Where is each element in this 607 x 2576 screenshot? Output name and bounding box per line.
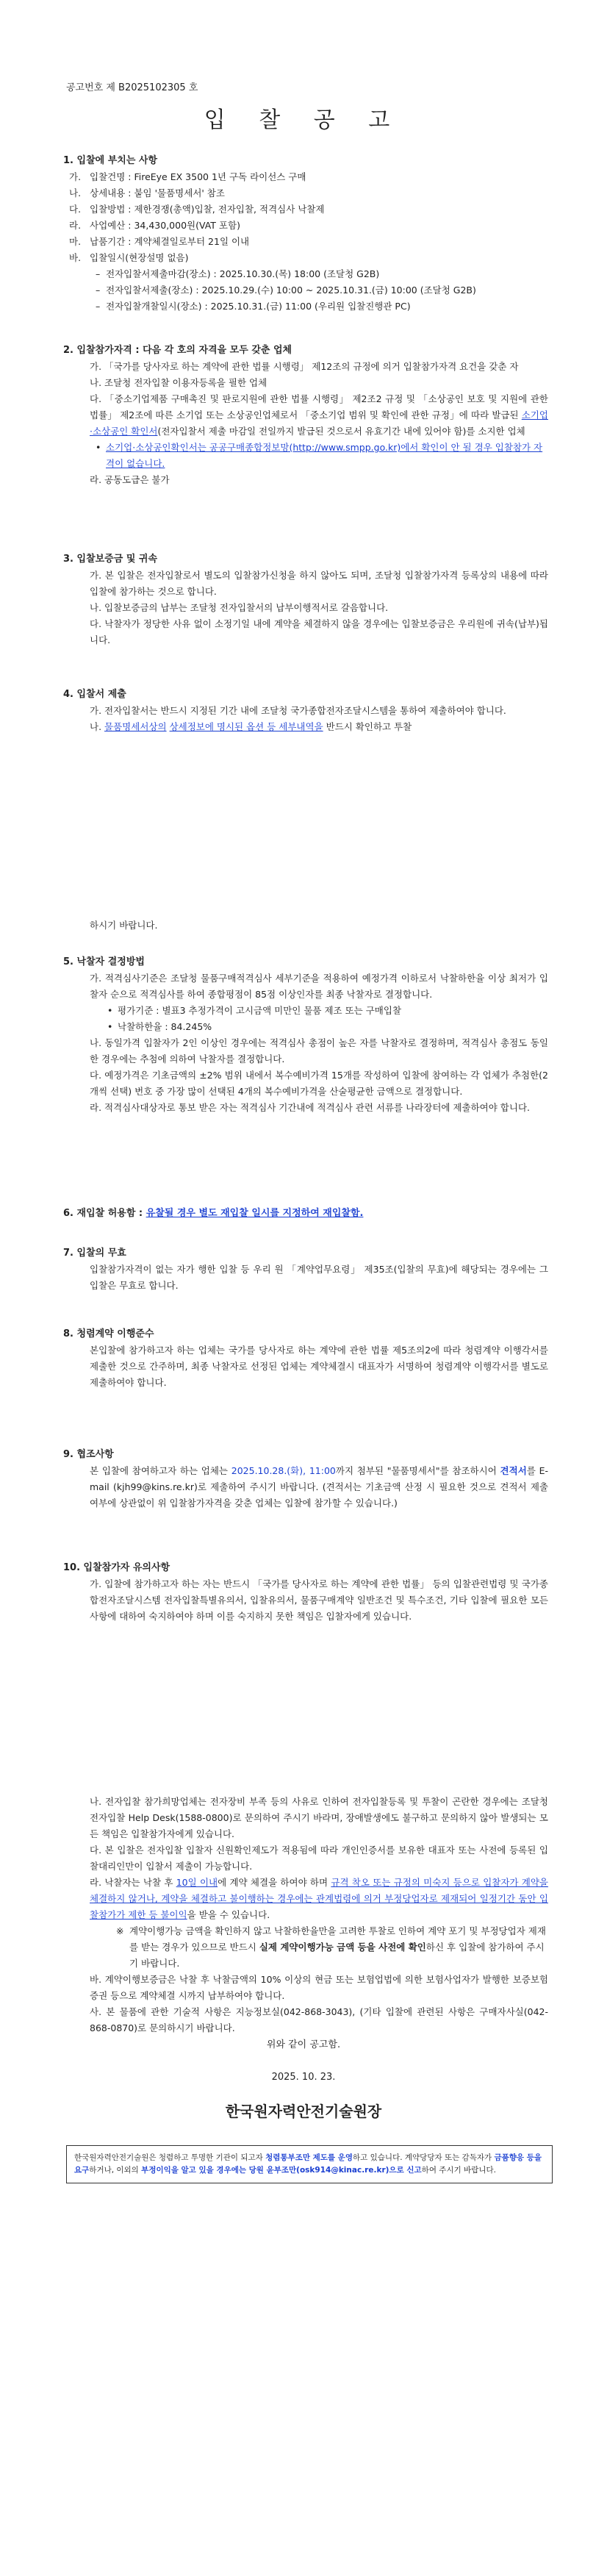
paragraph: 나. 조달청 전자입찰 이용자등록을 필한 업체 [90,377,267,388]
section-rebid [63,1206,548,1222]
paragraph: 다. 「중소기업제품 구매촉진 및 판로지원에 관한 법률 시행령」 제2조2 규정 및 「소상공인 보호 및 지원에 관한 법률」 제2조에 따른 소기업 또는 소상공인업체로서 「중소기업 범위 및 확인에 관한 규정」에 따라 발급된 소기업·소상공인 확인서(전자입찰서 제출 마감일 전일까지 발급된 것으로서 유효기간 내에 있어야 함)를 소지한 업체 [90,393,548,437]
section-invalid [63,1245,548,1294]
section-integrity [63,1326,548,1391]
list-item: 다. 입찰방법 : 제한경쟁(총액)입찰, 전자입찰, 적격심사 낙찰제 [69,204,325,215]
report-email-link[interactable]: 부정이익을 알고 있을 경우에는 당원 윤부조만(osk914@kinac.re.kr)으로 신고 [141,2166,422,2175]
paragraph: 다. 예정가격은 기초금액의 ±2% 범위 내에서 복수예비가격 15개를 작성하여 입찰에 참여하는 각 업체가 추첨한(2개씩 선택) 번호 중 가장 많이 선택된 4개의 복수예비가격을 산술평균한 금액으로 결정합니다. [90,1070,548,1097]
paragraph: 가. 본 입찰은 전자입찰로서 별도의 입찰참가신청을 하지 않아도 되며, 조달청 입찰참가자격 등록상의 내용에 따라 입찰에 참가하는 것으로 합니다. [90,570,548,597]
paragraph: 가. 전자입찰서는 반드시 지정된 기간 내에 조달청 국가종합전자조달시스템을 통하여 제출하여야 합니다. [90,705,506,716]
paragraph: 다. 낙찰자가 정당한 사유 없이 소정기일 내에 계약을 체결하지 않을 경우에는 입찰보증금은 우리원에 귀속(납부)됩니다. [90,618,548,645]
rebid-link[interactable]: 유찰될 경우 별도 재입찰 일시를 지정하여 재입찰함. [146,1208,364,1219]
list-subitem: – 전자입찰서제출(장소) : 2025.10.29.(수) 10:00 ~ 2025.10.31.(금) 10:00 (조달청 G2B) [96,285,476,296]
section-title: 3. 입찰보증금 및 귀속 [63,554,158,565]
section-title: 10. 입찰참가자 유의사항 [63,1562,170,1573]
list-subitem: • 소기업·소상공인확인서는 공공구매종합정보망(http://www.smpp.go.kr)에서 확인이 안 될 경우 입찰참가 자격이 없습니다. [63,440,548,472]
section-title: 4. 입찰서 제출 [63,689,126,700]
section-cooperation [63,1447,548,1511]
section-submission [63,687,548,735]
list-subitem: – 전자입찰개찰일시(장소) : 2025.10.31.(금) 11:00 (우리원 입찰진행관 PC) [96,301,411,312]
section-title: 8. 청렴계약 이행준수 [63,1328,154,1339]
paragraph: 사. 본 물품에 관한 기술적 사항은 지능정보실(042-868-3043), (기타 입찰에 관련된 사항은 구매자사실(042-868-0870)로 문의하시기 바랍니다. [90,2006,548,2033]
section-title: 2. 입찰참가자격 : 다음 각 호의 자격을 모두 갖춘 업체 [63,345,292,356]
closing-text: 위와 같이 공고함. [266,2039,341,2050]
list-item: 바. 입찰일시(현장설명 없음) [69,252,189,263]
page-title: 입 찰 공 고 [204,107,403,133]
notice-number: 공고번호 제 B2025102305 호 [66,82,198,93]
list-item: 나. 상세내용 : 붙임 '물품명세서' 참조 [69,187,225,198]
paragraph: 다. 본 입찰은 전자입찰 입찰자 신원확인제도가 적용됨에 따라 개인인증서를 보유한 대표자 또는 사전에 등록된 입찰대리인만이 입찰서 제출이 가능합니다. [90,1845,548,1872]
section-notes-cont [63,1794,548,2036]
list-subitem: • 평가기준 : 별표3 추정가격이 고시금액 미만인 물품 제조 또는 구매입찰 [107,1005,402,1016]
section-qualification [63,343,548,488]
note-item: ※ 계약이행가능 금액을 확인하지 않고 낙찰하한율만을 고려한 투찰로 인하여 계약 포기 및 부정당업자 제재를 받는 경우가 있으므로 반드시 실제 계약이행가능 금액 등을 사전에 확인하신 후 입찰에 참가하여 주시기 바랍니다. [116,1925,546,1969]
deadline-date: 2025.10.28.(화), 11:00 [231,1465,336,1476]
paragraph: 라. 낙찰자는 낙찰 후 10일 이내에 계약 체결을 하여야 하며 규격 착오 또는 규정의 미숙지 등으로 입찰자가 계약을 체결하지 않거나, 계약을 체결하고 불이행하는 경우에는 관계법령에 의거 부정당업자로 제재되어 일정기간 동안 입찰참가가 제한 등 불이익을 받을 수 있습니다. [90,1877,549,1920]
section-award [63,954,548,1116]
sanction-link[interactable]: 규격 착오 또는 규정의 미숙지 등으로 입찰자가 계약을 체결하지 않거나, 계약을 체결하고 불이행하는 경우에는 관계법령에 의거 부정당업자로 제재되어 일정기간 동안 입찰참가가 제한 등 불이익 [90,1877,549,1920]
paragraph: 나. 입찰보증금의 납부는 조달청 전자입찰서의 납부이행적서로 갈음합니다. [90,602,389,613]
quote-doc: 견적서 [500,1465,527,1476]
paragraph: 입찰참가자격이 없는 자가 행한 입찰 등 우리 원 「계약업무요령」 제35조(입찰의 무효)에 해당되는 경우에는 그 입찰은 무효로 합니다. [90,1264,548,1291]
paragraph: 가. 「국가를 당사자로 하는 계약에 관한 법률 시행령」 제12조의 규정에 의거 입찰참가자격 요건을 갖춘 자 [90,361,519,372]
section-title: 7. 입찰의 무효 [63,1248,126,1259]
list-item: 라. 사업예산 : 34,430,000원(VAT 포함) [69,220,240,231]
section-title: 5. 낙찰자 결정방법 [63,956,145,967]
paragraph: 나. 물품명세서상의 상세정보에 명시된 옵션 등 세부내역을 반드시 확인하고 투찰 [90,721,412,732]
paragraph: 라. 공동도급은 불가 [90,474,170,485]
section-bid-items [63,153,548,315]
section-submission-cont [63,917,548,934]
paragraph: 하시기 바랍니다. [90,920,158,931]
list-subitem: – 전자입찰서제출마감(장소) : 2025.10.30.(목) 18:00 (조달청 G2B) [96,268,380,279]
section-title: 6. 재입찰 허용함 : 유찰될 경우 별도 재입찰 일시를 지정하여 재입찰함. [63,1208,364,1219]
deadline-link[interactable]: 10일 이내 [176,1877,218,1888]
notice-date: 2025. 10. 23. [271,2072,336,2083]
section-deposit [63,551,548,648]
integrity-notice-box: 한국원자력안전기술원은 청렴하고 투명한 기관이 되고자 청렴통부조만 제도를 운영하고 있습니다. 계약당당자 또는 감독자가 금품향응 등을 요구하거나, 이외의 부정이익을 알고 있을 경우에는 당원 윤부조만(osk914@kinac.re.kr)으로 신고하여 주시기 바랍니다. [66,2145,553,2183]
list-subitem: • 낙찰하한율 : 84.245% [107,1021,212,1032]
certificate-link[interactable]: 소기업·소상공인 확인서 [90,409,548,437]
list-item: 가. 입찰건명 : FireEye EX 3500 1년 구독 라이선스 구매 [69,171,306,182]
paragraph: 나. 동일가격 입찰자가 2인 이상인 경우에는 적격심사 총점이 높은 자를 낙찰자로 결정하며, 적격심사 총점도 동일한 경우에는 추첨에 의하여 낙찰자를 결정합니다. [90,1037,548,1065]
spec-link[interactable]: 물품명세서상의 [104,721,167,732]
paragraph: 나. 전자입찰 참가희망업체는 전자장비 부족 등의 사유로 인하여 전자입찰등록 및 투찰이 곤란한 경우에는 조달청 전자입찰 Help Desk(1588-0800)로 문의하여 주시기 바라며, 장애발생에도 불구하고 문의하지 않아 발생되는 모든 책임은 입찰참가자에게 있습니다. [90,1796,548,1839]
paragraph: 라. 적격심사대상자로 통보 받은 자는 적격심사 기간내에 적격심사 관련 서류를 나라장터에 제출하여야 합니다. [90,1102,531,1113]
section-title: 9. 협조사항 [63,1449,114,1460]
paragraph: 가. 입찰에 참가하고자 하는 자는 반드시 「국가를 당사자로 하는 계약에 관한 법률」 등의 입찰관련법령 및 국가종합전자조달시스템 전자입찰특별유의서, 입찰유의서, 물품구매계약 일반조건 및 특수조건, 기타 입찰에 필요한 모든 사항에 대하여 숙지하여야 하며 이를 숙지하지 못한 책임은 입찰자에게 있습니다. [90,1578,548,1622]
paragraph: 가. 적격심사기준은 조달청 물품구매적격심사 세부기준을 적용하여 예정가격 이하로서 낙찰하한율 이상 최저가 입찰자 순으로 적격심사를 하여 종합평점이 85점 이상인자를 최종 낙찰자로 결정합니다. [90,973,548,1000]
options-link[interactable]: 상세정보에 명시된 옵션 등 세부내역을 [169,721,323,732]
paragraph: 바. 계약이행보증금은 낙찰 후 낙찰금액의 10% 이상의 현금 또는 보험업법에 의한 보험사업자가 발행한 보증보험증권 등으로 계약체결 시까지 납부하여야 합니다. [90,1974,548,2001]
smpp-link[interactable]: 소기업·소상공인확인서는 공공구매종합정보망(http://www.smpp.go.kr)에서 확인이 안 될 경우 입찰참가 자격이 없습니다. [106,442,543,469]
section-notes [63,1560,548,1625]
paragraph: 본 입찰에 참여하고자 하는 업체는 2025.10.28.(화), 11:00까지 첨부된 "물품명세서"를 참조하시어 견적서를 E-mail (kjh99@kins.re.kr)로 제출하여 주시기 바랍니다. (견적서는 기초금액 산정 시 필요한 것으로 견적서 제출 여부에 상관없이 위 입찰참가자격을 갖춘 업체는 입찰에 참가할 수 있습니다.) [90,1465,549,1509]
issuer-name: 한국원자력안전기술원장 [225,2103,382,2120]
paragraph: 본입찰에 참가하고자 하는 업체는 국가를 당사자로 하는 계약에 관한 법률 제5조의2에 따라 청렴계약 이행각서를 제출한 것으로 간주하며, 최종 낙찰자로 선정된 업체는 계약체결시 대표자가 서명하여 청렴계약 이행각서를 별도로 제출하여야 합니다. [90,1345,548,1388]
list-item: 마. 납품기간 : 계약체결일로부터 21일 이내 [69,236,250,247]
section-title: 1. 입찰에 부치는 사항 [63,155,158,166]
